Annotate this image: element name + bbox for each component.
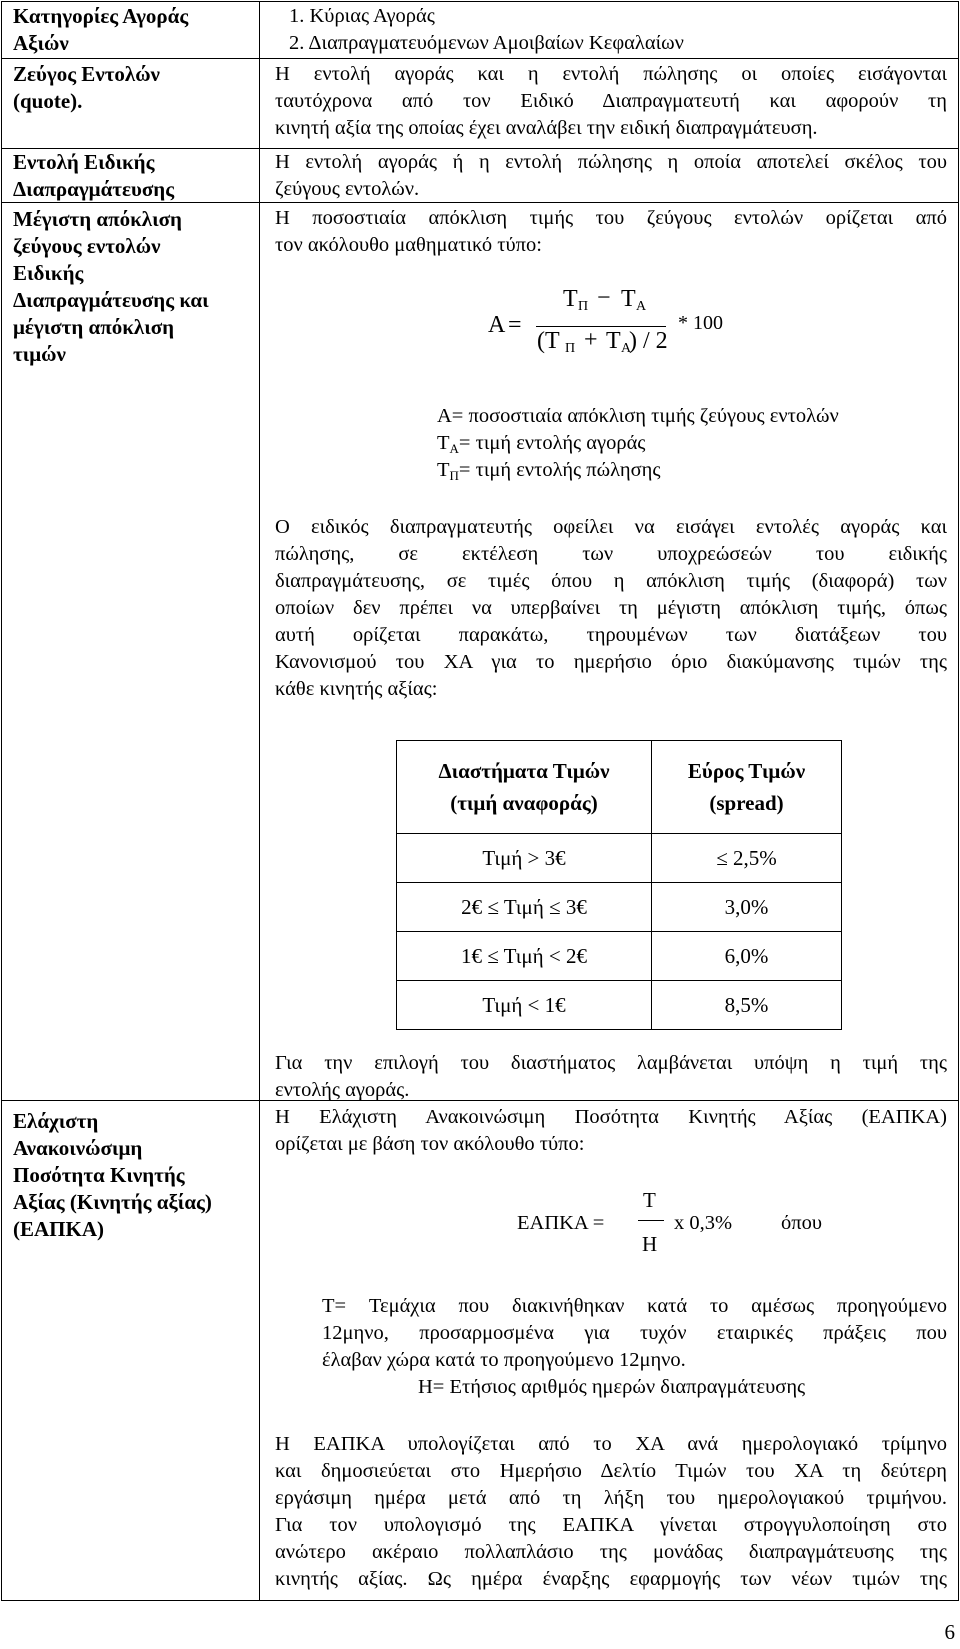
content-line: και δημοσιεύεται στο Ημερήσιο Δελτίο Τιμών του ΧΑ τη δεύτερη	[275, 1460, 947, 1482]
formula-times: * 100	[678, 312, 723, 334]
eapka-formula-lhs: ΕΑΠΚΑ =	[517, 1212, 605, 1234]
eapka-intro	[275, 1104, 947, 1158]
label-line: Κατηγορίες Αγοράς	[13, 4, 189, 28]
table-border-left	[1, 1, 2, 1601]
label-line: ζεύγους εντολών	[13, 234, 161, 258]
content-line: αυτή ορίζεται παρακάτω, τηρουμένων των διατάξεων του	[275, 624, 947, 646]
content-line: Για την επιλογή του διαστήματος λαμβάνεται υπόψη η τιμή της	[275, 1052, 947, 1074]
content-line: κάθε κινητής αξίας:	[275, 678, 438, 700]
legend-subscript: A	[449, 441, 459, 456]
content-line: πώλησης, σε εκτέλεση των υποχρεώσεών του ειδικής	[275, 543, 947, 565]
content-line: Κανονισμού του ΧΑ για το ημερήσιο όριο διακύμανσης τιμών της	[275, 651, 947, 673]
table-border-bottom	[1, 1600, 959, 1601]
row-1-label	[13, 3, 188, 57]
table-border-right	[958, 1, 959, 1601]
eapka-formula-times: x 0,3%	[674, 1212, 733, 1234]
deviation-after-table	[275, 1050, 947, 1104]
table-row	[397, 883, 842, 932]
formula-den-plus: +	[584, 327, 598, 353]
content-line: Ο ειδικός διαπραγματευτής οφείλει να εισάγει εντολές αγοράς και	[275, 516, 947, 538]
header-line: (spread)	[709, 791, 784, 815]
label-line: Μέγιστη απόκλιση	[13, 207, 182, 231]
label-line: μέγιστη απόκλιση	[13, 315, 175, 339]
price-spread-table	[396, 740, 842, 1030]
label-line: Ποσότητα Κινητής	[13, 1163, 185, 1187]
formula-den-s1: Π	[565, 341, 576, 356]
row-2-content	[275, 61, 947, 142]
formula-num-t1: T	[563, 286, 578, 312]
formula-den-s2: A	[621, 341, 632, 356]
label-line: Αξιών	[13, 31, 69, 55]
price-range-cell: Τιμή < 1€	[397, 981, 652, 1030]
content-line: Η εντολή αγοράς και η εντολή πώλησης οι οποίες εισάγονται	[275, 63, 947, 85]
page-number: 6	[944, 1620, 955, 1644]
table-row	[397, 834, 842, 883]
legend-text: = τιμή εντολής πώλησης	[458, 459, 661, 481]
deviation-formula	[480, 285, 740, 370]
market-category-1: 1. Κύριας Αγοράς	[289, 5, 435, 27]
header-line: Διαστήματα Τιμών	[438, 759, 610, 783]
eapka-definitions	[322, 1293, 947, 1374]
label-line: Εντολή Ειδικής	[13, 150, 155, 174]
content-line: 12μηνο, προσαρμοσμένα για τυχόν εταιρικές πράξεις που	[322, 1322, 947, 1344]
table-row	[397, 932, 842, 981]
table-border-top	[1, 1, 959, 2]
formula-eq: =	[508, 312, 522, 338]
spread-cell: 6,0%	[652, 932, 842, 981]
content-line: T= Τεμάχια που διακινήθηκαν κατά το αμέσως προηγούμενο	[322, 1295, 947, 1317]
row-3-content	[275, 149, 947, 203]
legend-symbol: T	[437, 459, 450, 481]
label-line: (ΕΑΠΚΑ)	[13, 1217, 104, 1241]
price-range-cell: Τιμή > 3€	[397, 834, 652, 883]
content-line: ανώτερο ακέραιο πολλαπλάσιο της μονάδας διαπραγμάτευσης της	[275, 1541, 947, 1563]
formula-legend-tp	[437, 457, 661, 486]
row-divider-1	[1, 58, 959, 59]
content-line: ζεύγους εντολών.	[275, 178, 420, 200]
formula-lhs: A	[488, 312, 506, 338]
content-line: διαπραγμάτευσης, σε τιμές όπου η απόκλιση τιμής (διαφορά) των	[275, 570, 947, 592]
row-5-label	[13, 1108, 212, 1243]
eapka-paragraph	[275, 1431, 947, 1593]
formula-legend-a: A= ποσοστιαία απόκλιση τιμής ζεύγους εντολών	[437, 405, 839, 427]
table-header-row	[397, 741, 842, 834]
content-line: κινητής αξίας. Ως ημέρα έναρξης εφαρμογής των νέων τιμών της	[275, 1568, 947, 1590]
legend-symbol: T	[437, 432, 450, 454]
content-line: Η ΕΑΠΚΑ υπολογίζεται από το ΧΑ ανά ημερολογιακό τρίμηνο	[275, 1433, 947, 1455]
formula-fraction-bar	[536, 326, 666, 327]
deviation-intro	[275, 205, 947, 259]
row-4-label	[13, 206, 209, 368]
header-spread	[652, 741, 842, 834]
price-range-cell: 1€ ≤ Τιμή < 2€	[397, 932, 652, 981]
formula-num-s2: A	[636, 299, 647, 314]
header-price-ranges	[397, 741, 652, 834]
eapka-formula-num: T	[643, 1188, 656, 1212]
label-line: τιμών	[13, 342, 66, 366]
price-range-cell: 2€ ≤ Τιμή ≤ 3€	[397, 883, 652, 932]
header-line: Εύρος Τιμών	[687, 759, 806, 783]
eapka-formula-where: όπου	[781, 1212, 822, 1234]
formula-num-minus: −	[597, 285, 611, 311]
header-line: (τιμή αναφοράς)	[450, 791, 598, 815]
content-line: Η εντολή αγοράς ή η εντολή πώλησης η οποία αποτελεί σκέλος του	[275, 151, 947, 173]
content-line: ορίζεται με βάση τον ακόλουθο τύπο:	[275, 1133, 585, 1155]
label-line: Ζεύγος Εντολών	[13, 62, 160, 86]
label-line: Ειδικής	[13, 261, 84, 285]
legend-subscript: Π	[449, 468, 459, 483]
eapka-fraction-bar	[638, 1220, 664, 1221]
label-line: Αξίας (Κινητής αξίας)	[13, 1190, 212, 1214]
label-line: Διαπραγμάτευσης και	[13, 288, 209, 312]
formula-den-t2: T	[606, 328, 621, 354]
label-line: Διαπραγμάτευσης	[13, 177, 175, 201]
label-line: Ανακοινώσιμη	[13, 1136, 143, 1160]
row-3-label	[13, 149, 174, 203]
spread-cell: ≤ 2,5%	[652, 834, 842, 883]
spread-cell: 8,5%	[652, 981, 842, 1030]
content-line: ταυτόχρονα από τον Ειδικό Διαπραγματευτή και αφορούν τη	[275, 90, 947, 112]
label-line: Ελάχιστη	[13, 1109, 99, 1133]
formula-legend-ta	[437, 430, 645, 459]
content-line: οποίων δεν πρέπει να υπερβαίνει τη μέγιστη απόκλιση τιμής, όπως	[275, 597, 947, 619]
formula-den-close: ) / 2	[629, 328, 668, 354]
table-row	[397, 981, 842, 1030]
content-line: Για τον υπολογισμό της ΕΑΠΚΑ γίνεται στρογγυλοποίηση στο	[275, 1514, 947, 1536]
eapka-def-h: H= Ετήσιος αριθμός ημερών διαπραγμάτευσης	[418, 1376, 806, 1398]
content-line: έλαβαν χώρα κατά το προηγούμενο 12μηνο.	[322, 1349, 686, 1371]
market-category-2: 2. Διαπραγματευόμενων Αμοιβαίων Κεφαλαίων	[289, 32, 684, 54]
legend-text: = τιμή εντολής αγοράς	[458, 432, 646, 454]
content-line: τον ακόλουθο μαθηματικό τύπο:	[275, 234, 542, 256]
content-line: εργάσιμη ημέρα μετά από τη λήξη του ημερολογιακού τριμήνου.	[275, 1487, 947, 1509]
formula-num-t2: T	[621, 286, 636, 312]
content-line: εντολής αγοράς.	[275, 1079, 410, 1101]
formula-num-s1: Π	[578, 299, 589, 314]
spread-cell: 3,0%	[652, 883, 842, 932]
label-line: (quote).	[13, 89, 83, 113]
content-line: κινητή αξία της οποίας έχει αναλάβει την ειδική διαπραγμάτευση.	[275, 117, 818, 139]
eapka-formula-den: H	[642, 1232, 658, 1256]
table-border-middle	[259, 1, 260, 1601]
eapka-formula	[517, 1188, 847, 1265]
content-line: Η ποσοστιαία απόκλιση τιμής του ζεύγους εντολών ορίζεται από	[275, 207, 947, 229]
content-line: Η Ελάχιστη Ανακοινώσιμη Ποσότητα Κινητής Αξίας (ΕΑΠΚΑ)	[275, 1106, 947, 1128]
formula-den-open: (T	[537, 328, 560, 354]
row-2-label	[13, 61, 160, 115]
deviation-paragraph	[275, 514, 947, 703]
